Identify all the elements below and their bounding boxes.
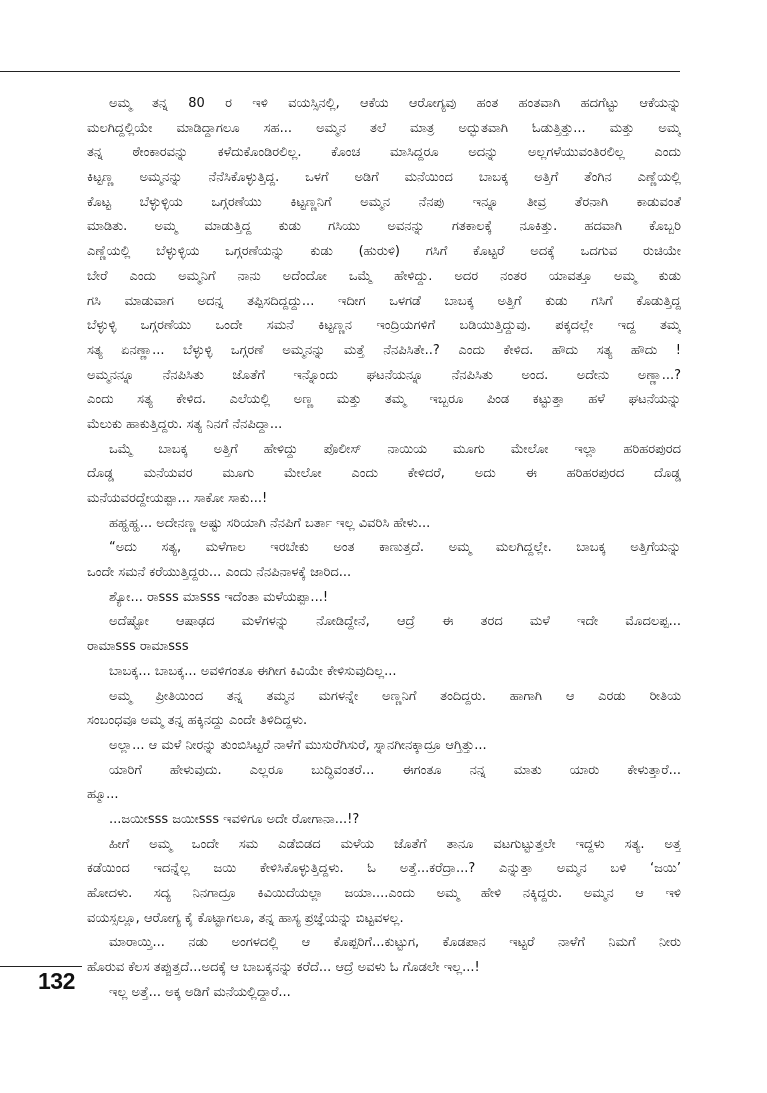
text-line: ಒಮ್ಮೆ ಬಾಬಕ್ಕ ಅತ್ತಿಗೆ ಹೇಳಿದ್ದು ಪೊಲೀಸ್ ನಾಯಿಯ ಮೂಗು ಮೇಲೋ ಇಲ್ಲಾ ಹರಿಹರಪುರದ — [109, 441, 681, 457]
text-line: ಶ್ಯೋ... ರಾsss ಮಾsss ಇದೆಂತಾ ಮಳೆಯಪ್ಪಾ...! — [109, 589, 329, 605]
text-line: ಎಂದು ಸತ್ಯ ಕೇಳಿದ. ಎಲೆಯಲ್ಲಿ ಅಣ್ಣ ಮತ್ತು ತಮ್ಮ ಇಬ್ಬರೂ ಪಿಂಡ ಕಟ್ಟುತ್ತಾ ಹಳೆ ಘಟನೆಯನ್ನು — [87, 392, 681, 408]
text-line: ಮಾರಾಯ್ತಿ... ನಡು ಅಂಗಳದಲ್ಲಿ ಆ ಕೊಪ್ಪರಿಗೆ...ಕುಟ್ಟುಗ, ಕೊಡಪಾನ ಇಟ್ಟರೆ ನಾಳೆಗೆ ನಿಮಗೆ ನೀರು — [109, 935, 681, 951]
text-line: ಗಸಿ ಮಾಡುವಾಗ ಅದನ್ನ ತಪ್ಪಿಸದಿದ್ದದ್ದು... ಇದೀಗ ಒಳಗಡೆ ಬಾಬಕ್ಕ ಅತ್ತಿಗೆ ಕುಡು ಗಸಿಗೆ ಕೊಡುತ್ತಿದ್ದ — [87, 293, 681, 309]
text-line: ಸಂಬಂಧವೂ ಅಮ್ಮ ತನ್ನ ಹಕ್ಕಿನದ್ದು ಎಂದೇ ತಿಳಿದಿದ್ದಳು. — [87, 713, 308, 729]
text-line: ಇಲ್ಲ ಅತ್ತೆ... ಅಕ್ಕ ಅಡಿಗೆ ಮನೆಯಲ್ಲಿದ್ದಾರೆ... — [109, 984, 291, 1000]
text-line: ತನ್ನ ಠೇಂಕಾರವನ್ನು ಕಳೆದುಕೊಂಡಿರಲಿಲ್ಲ. ಕೊಂಚ ಮಾಸಿದ್ದರೂ ಅದನ್ನು ಅಲ್ಲಗಳೆಯುವಂತಿರಲಿಲ್ಲ ಎಂದು — [87, 145, 681, 161]
text-line: ಯಾರಿಗೆ ಹೇಳುವುದು. ಎಲ್ಲರೂ ಬುದ್ಧಿವಂತರೆ... ಈಗಂತೂ ನನ್ನ ಮಾತು ಯಾರು ಕೇಳುತ್ತಾರೆ... — [109, 762, 681, 778]
text-line: ಮೆಲುಕು ಹಾಕುತ್ತಿದ್ದರು. ಸತ್ಯ ನಿನಗೆ ನೆನಪಿದ್ದಾ... — [87, 416, 283, 432]
text-line: ಮಲಗಿದ್ದಲ್ಲಿಯೇ ಮಾಡಿದ್ದಾಗಲೂ ಸಹ... ಅಮ್ಮನ ತಲೆ ಮಾತ್ರ ಅದ್ಭುತವಾಗಿ ಓಡುತ್ತಿತ್ತು... ಮತ್ತು ಅಮ್ಮ — [87, 120, 681, 136]
text-line: ಹೋದಳು. ಸದ್ಯ ನಿನಗಾದ್ರೂ ಕಿವಿಯಿದೆಯಲ್ಲಾ ಜಯಾ....ಎಂದು ಅಮ್ಮ ಹೇಳಿ ನಕ್ಕಿದ್ದರು. ಅಮ್ಮನ ಆ ಇಳಿ — [87, 886, 681, 901]
text-line: ಅಲ್ಲಾ... ಆ ಮಳೆ ನೀರನ್ನು ತುಂಬಿಸಿಟ್ಟರೆ ನಾಳೆಗೆ ಮುಸುರೆಗಿಸುರೆ, ಸ್ನಾನಗೀನಕ್ಕಾದ್ರೂ ಆಗ್ತಿತ್ತು... — [109, 737, 487, 753]
page-body-text — [87, 92, 681, 1005]
text-line: ವಯಸ್ಸಲ್ಲೂ, ಆರೋಗ್ಯ ಕೈ ಕೊಟ್ಟಾಗಲೂ, ತನ್ನ ಹಾಸ್ಯ ಪ್ರಜ್ಞೆಯನ್ನು ಬಿಟ್ಟವಳಲ್ಲ. — [87, 910, 404, 926]
text-line: ಅಮ್ಮನನ್ನೂ ನೆನಪಿಸಿತು ಜೊತೆಗೆ ಇನ್ನೊಂದು ಘಟನೆಯನ್ನೂ ನೆನಪಿಸಿತು ಅಂದ. ಅದೇನು ಅಣ್ಣಾ...? — [87, 367, 681, 383]
text-line: ಮನೆಯವರದ್ದೇಯಪ್ಪಾ... ಸಾಕೋ ಸಾಕು...! — [87, 491, 268, 506]
text-line: ಹ್ಮೂ... — [87, 787, 119, 803]
text-line: ಕೊಟ್ಟ ಬೆಳ್ಳುಳ್ಳಿಯ ಒಗ್ಗರಣೆಯು ಕಿಟ್ಟಣ್ಣನಿಗೆ ಅಮ್ಮನ ನೆನಪು ಇನ್ನೂ ತೀವ್ರ ತೆರನಾಗಿ ಕಾಡುವಂತೆ — [87, 194, 681, 210]
text-line: ಕಡೆಯಿಂದ ಇದನ್ನೆಲ್ಲ ಜಯಿ ಕೇಳಿಸಿಕೊಳ್ಳುತ್ತಿದ್ದಳು. ಓ ಅತ್ತೆ...ಕರೆದ್ರಾ...? ಎನ್ನುತ್ತಾ ಅಮ್ಮನ ಬಳಿ ‘ಜಯಿ’ — [87, 861, 681, 877]
text-line: ಹೊರುವ ಕೆಲಸ ತಪ್ಪುತ್ತದೆ...ಅದಕ್ಕೆ ಆ ಬಾಬಕ್ಕನನ್ನು ಕರೆದೆ... ಆದ್ರೆ ಅವಳು ಓ ಗೊಡಲೇ ಇಲ್ಲ...! — [87, 960, 480, 976]
page-number-rule — [0, 966, 82, 967]
text-line: ...ಜಯೀsss ಜಯೀsss ಇವಳಿಗೂ ಅದೇ ರೋಗಾನಾ...!? — [109, 811, 360, 827]
text-line: ಒಂದೇ ಸಮನೆ ಕರೆಯುತ್ತಿದ್ದರು... ಎಂದು ನೆನಪಿನಾಳಕ್ಕೆ ಜಾರಿದ... — [87, 565, 352, 581]
text-line: ಕಿಟ್ಟಣ್ಣ ಅಮ್ಮನನ್ನು ನೆನೆಸಿಕೊಳ್ಳುತ್ತಿದ್ದ. ಒಳಗೆ ಅಡಿಗೆ ಮನೆಯಿಂದ ಬಾಬಕ್ಕ ಅತ್ತಿಗೆ ತೆಂಗಿನ ಎಣ್ಣೆಯಲ್ಲಿ — [87, 170, 681, 186]
text-line: ಮಾಡಿತು. ಅಮ್ಮ ಮಾಡುತ್ತಿದ್ದ ಕುಡು ಗಸಿಯು ಅವನನ್ನು ಗತಕಾಲಕ್ಕೆ ನೂಕಿತ್ತು. ಹದವಾಗಿ ಕೊಬ್ಬರಿ — [87, 219, 681, 235]
text-line: ಎಣ್ಣೆಯಲ್ಲಿ ಬೆಳ್ಳುಳ್ಳಿಯ ಒಗ್ಗರಣೆಯನ್ನು ಕುಡು (ಹುರುಳಿ) ಗಸಿಗೆ ಕೊಟ್ಟರೆ ಅದಕ್ಕೆ ಒದಗುವ ರುಚಿಯೇ — [87, 244, 681, 260]
text-line: ದೊಡ್ಡ ಮನೆಯವರ ಮೂಗು ಮೇಲೋ ಎಂದು ಕೇಳಿದರೆ, ಅದು ಈ ಹರಿಹರಪುರದ ದೊಡ್ಡ — [87, 466, 681, 482]
text-line: ಹೀಗೆ ಅಮ್ಮ ಒಂದೇ ಸಮ ಎಡೆಬಿಡದ ಮಳೆಯ ಜೊತೆಗೆ ತಾನೂ ವಟಗುಟ್ಟುತ್ತಲೇ ಇದ್ದಳು ಸತ್ಯ. ಅತ್ತ — [109, 836, 681, 852]
text-line: ರಾಮಾsss ರಾಮಾsss — [87, 639, 189, 655]
text-line: ಅಮ್ಮ ಪ್ರೀತಿಯಿಂದ ತನ್ನ ತಮ್ಮನ ಮಗಳನ್ನೇ ಅಣ್ಣನಿಗೆ ತಂದಿದ್ದರು. ಹಾಗಾಗಿ ಆ ಎರಡು ರೀತಿಯ — [109, 688, 681, 704]
top-rule — [0, 71, 680, 72]
page-number: 132 — [38, 968, 75, 994]
text-line: ಹಹ್ಹಹ್ಹ... ಅದೇನಣ್ಣ ಅಷ್ಟು ಸರಿಯಾಗಿ ನೆನಪಿಗೆ ಬರ್ತಾ ಇಲ್ಲ ವಿವರಿಸಿ ಹೇಳು... — [109, 515, 431, 531]
text-line: ಬೇರೆ ಎಂದು ಅಮ್ಮನಿಗೆ ನಾನು ಅದೆಂದೋ ಒಮ್ಮೆ ಹೇಳಿದ್ದು. ಅದರ ನಂತರ ಯಾವತ್ತೂ ಅಮ್ಮ ಕುಡು — [87, 268, 681, 284]
text-line: ಅಮ್ಮ ತನ್ನ 80 ರ ಇಳಿ ವಯಸ್ಸಿನಲ್ಲಿ, ಆಕೆಯ ಆರೋಗ್ಯವು ಹಂತ ಹಂತವಾಗಿ ಹದಗೆಟ್ಟು ಆಕೆಯನ್ನು — [109, 96, 681, 111]
text-line: ಬೆಳ್ಳುಳ್ಳಿ ಒಗ್ಗರಣೆಯು ಒಂದೇ ಸಮನೆ ಕಿಟ್ಟಣ್ಣನ ಇಂದ್ರಿಯಗಳಿಗೆ ಬಡಿಯುತ್ತಿದ್ದುವು. ಪಕ್ಕದಲ್ಲೇ ಇದ್ದ ತಮ್ಮ — [87, 318, 681, 334]
text-line: ಅದೆಷ್ಟೋ ಆಷಾಢದ ಮಳೆಗಳನ್ನು ನೋಡಿದ್ದೇನೆ, ಆದ್ರೆ ಈ ತರದ ಮಳೆ ಇದೇ ಮೊದಲಪ್ಪ... — [109, 614, 681, 630]
text-line: ಸತ್ಯ ಏನಣ್ಣಾ... ಬೆಳ್ಳುಳ್ಳಿ ಒಗ್ಗರಣೆ ಅಮ್ಮನನ್ನು ಮತ್ತೆ ನೆನಪಿಸಿತೇ..? ಎಂದು ಕೇಳಿದ. ಹೌದು ಸತ್ಯ ಹೌದು ! — [87, 342, 681, 358]
text-line: “ಅದು ಸತ್ಯ, ಮಳೆಗಾಲ ಇರಬೇಕು ಅಂತ ಕಾಣುತ್ತದೆ. ಅಮ್ಮ ಮಲಗಿದ್ದಲ್ಲೇ. ಬಾಬಕ್ಕ ಅತ್ತಿಗೆಯನ್ನು — [109, 540, 681, 556]
text-line: ಬಾಬಕ್ಕ... ಬಾಬಕ್ಕ... ಅವಳಿಗಂತೂ ಈಗೀಗ ಕಿವಿಯೇ ಕೇಳಿಸುವುದಿಲ್ಲ... — [109, 663, 397, 679]
